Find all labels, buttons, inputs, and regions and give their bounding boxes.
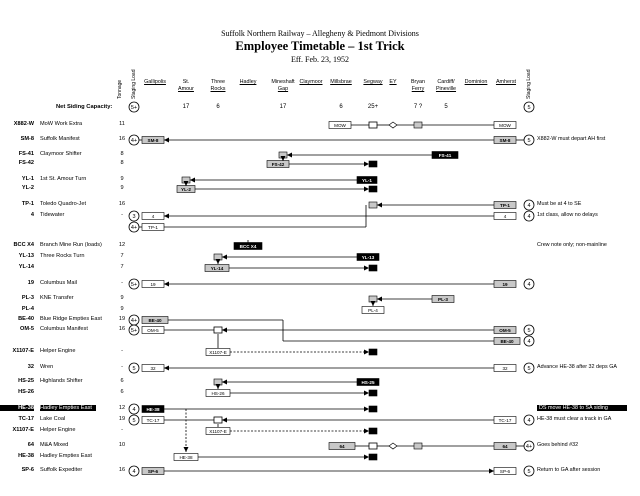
station-stop-black bbox=[369, 454, 377, 460]
consist-box-label: HE-38 bbox=[179, 454, 193, 460]
railway-title: Suffolk Northern Railway – Allegheny & Piedmont Divisions bbox=[221, 29, 419, 38]
station-header-top: St. bbox=[182, 79, 190, 85]
train-name: Three Rocks Turn bbox=[40, 253, 85, 259]
capacity-label: Net Siding Capacity: bbox=[56, 104, 113, 110]
arrow-right bbox=[364, 391, 369, 396]
station-header-name: Hadley bbox=[239, 79, 257, 85]
tonnage-value: - bbox=[121, 212, 123, 218]
tonnage-value: 19 bbox=[118, 416, 126, 422]
train-name: 1st St. Amour Turn bbox=[40, 176, 87, 182]
tonnage-header: Tonnage bbox=[117, 79, 123, 99]
staging-label: 4 bbox=[527, 203, 531, 209]
train-box-label: HS-25 bbox=[361, 379, 375, 385]
tonnage-value: - bbox=[121, 364, 123, 370]
train-box-label: OM-5 bbox=[499, 327, 511, 333]
train-id: PL-3 bbox=[21, 295, 34, 301]
consist-box-label: X1107-E bbox=[209, 428, 227, 434]
station-stop-black bbox=[369, 390, 377, 396]
staging-label: 5 bbox=[527, 138, 531, 144]
station-header-name: Amour bbox=[178, 86, 194, 92]
capacity-value: 25+ bbox=[367, 104, 379, 110]
train-box-label: BCC X4 bbox=[239, 243, 257, 249]
station-header-name: Rocks bbox=[210, 86, 226, 92]
train-name: Hadley Empties East bbox=[40, 453, 92, 459]
train-note: Advance HE-38 after 32 deps GA bbox=[537, 364, 618, 370]
consist-box-label: HS-26 bbox=[211, 390, 225, 396]
staging-label: 4+ bbox=[130, 225, 138, 231]
station-header-top: Bryan bbox=[410, 79, 426, 85]
station-header-name: Gallipolis bbox=[144, 79, 166, 85]
staging-load-left-header: Staging Load bbox=[131, 69, 137, 99]
train-box-label: YL-13 bbox=[361, 254, 375, 260]
tonnage-value: 6 bbox=[120, 378, 124, 384]
train-name: Blue Ridge Empties East bbox=[40, 316, 102, 322]
staging-label: 5 bbox=[527, 105, 531, 111]
station-header-top: Mineshaft bbox=[271, 79, 295, 85]
staging-label: 3 bbox=[132, 214, 136, 220]
station-header-name: Gap bbox=[277, 86, 289, 92]
consist-box-label: SP-6 bbox=[499, 468, 511, 474]
train-name: Suffolk Manifest bbox=[40, 136, 80, 142]
arrow-left bbox=[377, 297, 382, 302]
station-stop-gray bbox=[414, 122, 422, 128]
train-id: YL-14 bbox=[18, 264, 34, 270]
station-header-name: Millsbrae bbox=[330, 79, 352, 85]
train-note: HE-38 must clear a track in GA bbox=[537, 416, 612, 422]
consist-box-label: 32 bbox=[502, 365, 508, 371]
train-box-label: FS-41 bbox=[438, 152, 452, 158]
staging-label: 5+ bbox=[130, 328, 138, 334]
train-name: Branch Mine Run (loads) bbox=[40, 242, 102, 248]
station-stop-gray bbox=[369, 202, 377, 208]
arrow-left bbox=[287, 153, 292, 158]
staging-label: 5 bbox=[527, 328, 531, 334]
station-header-top: Three bbox=[210, 79, 226, 85]
tonnage-value: 16 bbox=[118, 136, 126, 142]
train-id: 32 bbox=[27, 364, 34, 370]
station-stop-black bbox=[369, 186, 377, 192]
arrow-down bbox=[184, 447, 189, 452]
train-name: Wren bbox=[40, 364, 54, 370]
train-note: Must be at 4 to SE bbox=[537, 201, 582, 207]
capacity-value: 17 bbox=[279, 104, 287, 110]
train-box-label: SP-6 bbox=[147, 468, 159, 474]
arrow-right bbox=[364, 162, 369, 167]
station-header-name: Segway bbox=[363, 79, 383, 85]
train-id: X882-W bbox=[13, 121, 34, 127]
train-id: BCC X4 bbox=[13, 242, 34, 248]
train-box-label: YL-2 bbox=[181, 186, 191, 192]
tonnage-value: 11 bbox=[119, 121, 125, 127]
station-stop-black bbox=[369, 265, 377, 271]
staging-load-right-header: Staging Load bbox=[526, 69, 532, 99]
station-stop-black bbox=[369, 428, 377, 434]
train-box-label: BE-40 bbox=[148, 317, 162, 323]
train-note: Goes behind #32 bbox=[537, 442, 579, 448]
staging-label: 4 bbox=[527, 214, 531, 220]
train-box-label: PL-3 bbox=[438, 296, 448, 302]
arrow-right bbox=[489, 469, 494, 474]
consist-box-label: 32 bbox=[150, 365, 156, 371]
staging-label: 4 bbox=[527, 282, 531, 288]
train-name: MoW Work Extra bbox=[40, 121, 83, 127]
tonnage-value: 6 bbox=[120, 389, 124, 395]
capacity-value: 5 bbox=[444, 104, 448, 110]
tonnage-value: 9 bbox=[120, 295, 124, 301]
arrow-left bbox=[377, 203, 382, 208]
train-box-label: 64 bbox=[339, 443, 345, 449]
staging-label: 4 bbox=[527, 418, 531, 424]
effective-date: Eff. Feb. 23, 1952 bbox=[290, 55, 350, 64]
staging-label: 4+ bbox=[130, 138, 138, 144]
capacity-value: 6 bbox=[216, 104, 220, 110]
tonnage-value: 9 bbox=[120, 176, 124, 182]
arrow-left bbox=[164, 214, 169, 219]
train-id: HE-38 bbox=[0, 405, 34, 411]
consist-box-label: TP-1 bbox=[148, 224, 158, 230]
train-name: Suffolk Expediter bbox=[40, 467, 83, 473]
staging-label: 5+ bbox=[130, 105, 138, 111]
station-header-top: Cardiff/ bbox=[437, 79, 455, 85]
train-id: HS-26 bbox=[18, 389, 34, 395]
arrow-down bbox=[371, 301, 376, 306]
capacity-value: 7 ? bbox=[413, 104, 423, 110]
station-stop-black bbox=[369, 161, 377, 167]
tonnage-value: 16 bbox=[118, 201, 126, 207]
train-id: X1107-E bbox=[12, 348, 34, 354]
train-box-label: 64 bbox=[502, 443, 508, 449]
consist-box-label: 19 bbox=[150, 281, 156, 287]
train-name: Claymoor Shifter bbox=[40, 151, 82, 157]
train-id: 4 bbox=[30, 212, 34, 218]
train-box-label: SM-8 bbox=[147, 137, 159, 143]
arrow-right bbox=[364, 350, 369, 355]
station-header-name: Claymoor bbox=[299, 79, 323, 85]
staging-label: 4 bbox=[527, 339, 531, 345]
consist-box-label: 4 bbox=[503, 213, 507, 219]
staging-label: 4+ bbox=[525, 444, 533, 450]
consist-box-label: OM-5 bbox=[147, 327, 159, 333]
train-box-label: BE-40 bbox=[500, 338, 514, 344]
train-box-label: YL-14 bbox=[210, 265, 224, 271]
station-header-name: Dominion bbox=[464, 79, 488, 85]
tonnage-value: 10 bbox=[118, 442, 126, 448]
train-id: HS-25 bbox=[18, 378, 34, 384]
train-id: 19 bbox=[27, 280, 34, 286]
staging-label: 5 bbox=[527, 366, 531, 372]
consist-box-label: X1107-E bbox=[209, 349, 227, 355]
station-header-name: EY bbox=[389, 79, 397, 85]
train-name: Columbus Manifest bbox=[40, 326, 88, 332]
arrow-left bbox=[222, 255, 227, 260]
train-id: TP-1 bbox=[21, 201, 34, 207]
train-id: FS-41 bbox=[18, 151, 34, 157]
train-box-label: HE-38 bbox=[146, 406, 160, 412]
meet-diamond bbox=[389, 443, 397, 449]
train-name: Toledo Quadro-Jet bbox=[40, 201, 87, 207]
train-id: TC-17 bbox=[18, 416, 34, 422]
timetable-title: Employee Timetable – 1st Trick bbox=[235, 39, 405, 53]
arrow-right bbox=[364, 429, 369, 434]
tonnage-value: 8 bbox=[120, 160, 124, 166]
staging-label: 4+ bbox=[130, 318, 138, 324]
capacity-value: 6 bbox=[339, 104, 343, 110]
arrow-left bbox=[222, 418, 227, 423]
train-id: 64 bbox=[27, 442, 34, 448]
station-stop-black bbox=[369, 406, 377, 412]
arrow-left bbox=[164, 366, 169, 371]
train-box-label: YL-1 bbox=[362, 177, 372, 183]
tonnage-value: 7 bbox=[120, 264, 124, 270]
consist-box-label: 4 bbox=[151, 213, 155, 219]
staging-label: 4 bbox=[132, 407, 136, 413]
train-box-label: 19 bbox=[502, 281, 508, 287]
tonnage-value: 9 bbox=[120, 306, 124, 312]
train-id: FS-42 bbox=[18, 160, 34, 166]
arrow-right bbox=[364, 266, 369, 271]
train-name: Hadley Empties East bbox=[40, 405, 96, 411]
meet-diamond bbox=[389, 122, 397, 128]
station-stop-white bbox=[214, 417, 222, 423]
tonnage-value: 8 bbox=[120, 151, 124, 157]
tonnage-value: - bbox=[121, 427, 123, 433]
train-id: YL-1 bbox=[21, 176, 34, 182]
train-name: Helper Engine bbox=[40, 427, 76, 433]
train-name: Columbus Mail bbox=[40, 280, 77, 286]
staging-label: 5 bbox=[132, 418, 136, 424]
station-header-name: Pineville bbox=[435, 86, 457, 92]
staging-label: 5+ bbox=[130, 282, 138, 288]
train-id: YL-13 bbox=[18, 253, 34, 259]
consist-box-label: TC-17 bbox=[146, 417, 160, 423]
train-id: PL-4 bbox=[21, 306, 34, 312]
train-id: OM-5 bbox=[20, 326, 34, 332]
tonnage-value: - bbox=[121, 348, 123, 354]
train-id: BE-40 bbox=[18, 316, 34, 322]
train-name: M&A Mixed bbox=[40, 442, 69, 448]
tonnage-value: 16 bbox=[118, 467, 126, 473]
train-box-label: SM-8 bbox=[499, 137, 511, 143]
arrow-right bbox=[364, 455, 369, 460]
train-name: KNE Transfer bbox=[40, 295, 74, 301]
arrow-left bbox=[222, 380, 227, 385]
arrow-left bbox=[164, 282, 169, 287]
arrow-left bbox=[222, 328, 227, 333]
tonnage-value: 12 bbox=[118, 242, 126, 248]
train-name: Lake Coal bbox=[40, 416, 66, 422]
consist-box-label: TC-17 bbox=[498, 417, 512, 423]
train-name: Highlands Shifter bbox=[40, 378, 83, 384]
tonnage-value: 12 bbox=[118, 405, 126, 411]
station-stop-white bbox=[369, 443, 377, 449]
tonnage-value: 19 bbox=[118, 316, 126, 322]
train-id: X1107-E bbox=[12, 427, 34, 433]
tonnage-value: - bbox=[121, 280, 123, 286]
consist-box-label: MOW bbox=[334, 122, 346, 128]
station-header-name: Amherst bbox=[495, 79, 517, 85]
train-note: 1st class, allow no delays bbox=[537, 212, 598, 218]
tonnage-value: 16 bbox=[118, 326, 126, 332]
capacity-value: 17 bbox=[182, 104, 190, 110]
station-stop-white bbox=[369, 122, 377, 128]
train-box-label: TP-1 bbox=[500, 202, 510, 208]
train-note: X882-W must depart AH first bbox=[537, 136, 606, 142]
consist-box-label: PL-4 bbox=[368, 307, 378, 313]
train-note: Crew note only; non-mainline bbox=[537, 242, 607, 248]
arrow-right bbox=[364, 187, 369, 192]
station-stop-black bbox=[369, 349, 377, 355]
arrow-down bbox=[216, 259, 221, 264]
arrow-right bbox=[364, 407, 369, 412]
train-id: HE-38 bbox=[18, 453, 34, 459]
train-box-label: FS-42 bbox=[271, 161, 285, 167]
tonnage-value: 9 bbox=[120, 185, 124, 191]
train-id: SM-8 bbox=[20, 136, 34, 142]
train-name: Helper Engine bbox=[40, 348, 76, 354]
arrow-left bbox=[164, 138, 169, 143]
station-header-name: Ferry bbox=[411, 86, 425, 92]
arrow-left bbox=[190, 178, 195, 183]
staging-label: 5 bbox=[132, 366, 136, 372]
station-stop-gray bbox=[414, 443, 422, 449]
consist-box-label: MOW bbox=[499, 122, 511, 128]
tonnage-value: 7 bbox=[120, 253, 124, 259]
train-id: SP-6 bbox=[21, 467, 34, 473]
staging-label: 5 bbox=[527, 469, 531, 475]
train-note: Return to GA after session bbox=[537, 467, 601, 473]
train-name: Tidewater bbox=[40, 212, 65, 218]
arrow-down bbox=[216, 384, 221, 389]
train-id: YL-2 bbox=[21, 185, 34, 191]
train-note: DS move HE-38 to SA siding bbox=[537, 405, 627, 411]
staging-label: 4 bbox=[132, 469, 136, 475]
station-stop-white bbox=[214, 327, 222, 333]
